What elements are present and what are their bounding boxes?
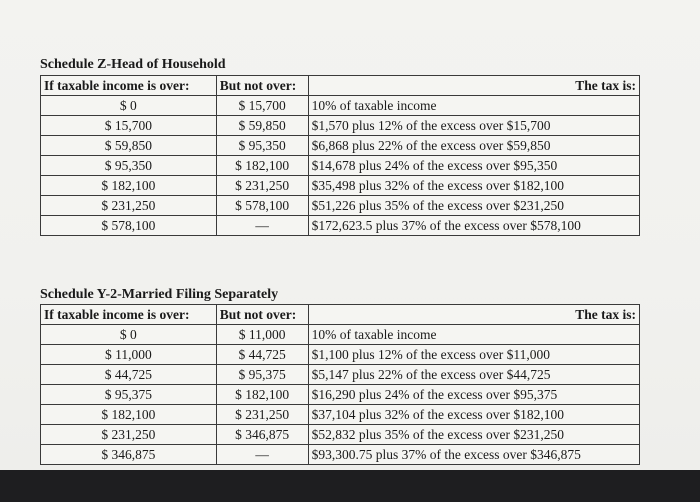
table-row [41,136,640,156]
not-over-cell: $ 11,000 [216,325,308,345]
tax-rule-cell: $16,290 plus 24% of the excess over $95,375 [308,385,639,405]
tax-rule-cell: $6,868 plus 22% of the excess over $59,850 [308,136,639,156]
tax-rule-cell: $14,678 plus 24% of the excess over $95,350 [308,156,639,176]
header-income-over: If taxable income is over: [41,305,217,325]
not-over-cell: $ 231,250 [216,405,308,425]
header-not-over: But not over: [216,305,308,325]
table-header-row [41,76,640,96]
header-tax-is: The tax is: [308,76,639,96]
income-over-cell: $ 95,375 [41,385,217,405]
not-over-cell: $ 578,100 [216,196,308,216]
not-over-cell: $ 15,700 [216,96,308,116]
tax-rule-cell: $35,498 plus 32% of the excess over $182,100 [308,176,639,196]
dark-bottom-edge [0,470,700,502]
tax-rule-cell: $172,623.5 plus 37% of the excess over $578,100 [308,216,639,236]
tax-rule-cell: $37,104 plus 32% of the excess over $182,100 [308,405,639,425]
income-over-cell: $ 182,100 [41,176,217,196]
tax-rule-cell: $1,100 plus 12% of the excess over $11,000 [308,345,639,365]
tax-rule-cell: 10% of taxable income [308,96,639,116]
table-row [41,445,640,465]
table-row [41,385,640,405]
tax-rule-cell: 10% of taxable income [308,325,639,345]
not-over-cell: $ 95,350 [216,136,308,156]
table-row [41,96,640,116]
table-row [41,365,640,385]
not-over-cell: $ 231,250 [216,176,308,196]
tax-rule-cell: $52,832 plus 35% of the excess over $231,250 [308,425,639,445]
not-over-cell: — [216,216,308,236]
income-over-cell: $ 11,000 [41,345,217,365]
income-over-cell: $ 0 [41,96,217,116]
not-over-cell: $ 95,375 [216,365,308,385]
tax-rule-cell: $51,226 plus 35% of the excess over $231,250 [308,196,639,216]
tax-rule-cell: $5,147 plus 22% of the excess over $44,725 [308,365,639,385]
schedule-y2-title: Schedule Y-2-Married Filing Separately [40,287,279,302]
table-row [41,156,640,176]
table-row [41,196,640,216]
header-income-over: If taxable income is over: [41,76,217,96]
table-row [41,116,640,136]
table-row [41,176,640,196]
income-over-cell: $ 182,100 [41,405,217,425]
table-row [41,216,640,236]
tax-rule-cell: $93,300.75 plus 37% of the excess over $346,875 [308,445,639,465]
not-over-cell: $ 182,100 [216,385,308,405]
income-over-cell: $ 346,875 [41,445,217,465]
not-over-cell: $ 59,850 [216,116,308,136]
schedule-z-table [40,75,640,236]
table-row [41,405,640,425]
table-row [41,425,640,445]
not-over-cell: $ 182,100 [216,156,308,176]
income-over-cell: $ 59,850 [41,136,217,156]
header-not-over: But not over: [216,76,308,96]
not-over-cell: — [216,445,308,465]
not-over-cell: $ 346,875 [216,425,308,445]
table-row [41,345,640,365]
header-tax-is: The tax is: [308,305,639,325]
income-over-cell: $ 95,350 [41,156,217,176]
income-over-cell: $ 231,250 [41,425,217,445]
schedule-y2-table [40,304,640,465]
income-over-cell: $ 44,725 [41,365,217,385]
income-over-cell: $ 578,100 [41,216,217,236]
table-header-row [41,305,640,325]
table-row [41,325,640,345]
schedule-z-title: Schedule Z-Head of Household [40,57,226,72]
tax-rule-cell: $1,570 plus 12% of the excess over $15,700 [308,116,639,136]
income-over-cell: $ 15,700 [41,116,217,136]
not-over-cell: $ 44,725 [216,345,308,365]
income-over-cell: $ 0 [41,325,217,345]
income-over-cell: $ 231,250 [41,196,217,216]
